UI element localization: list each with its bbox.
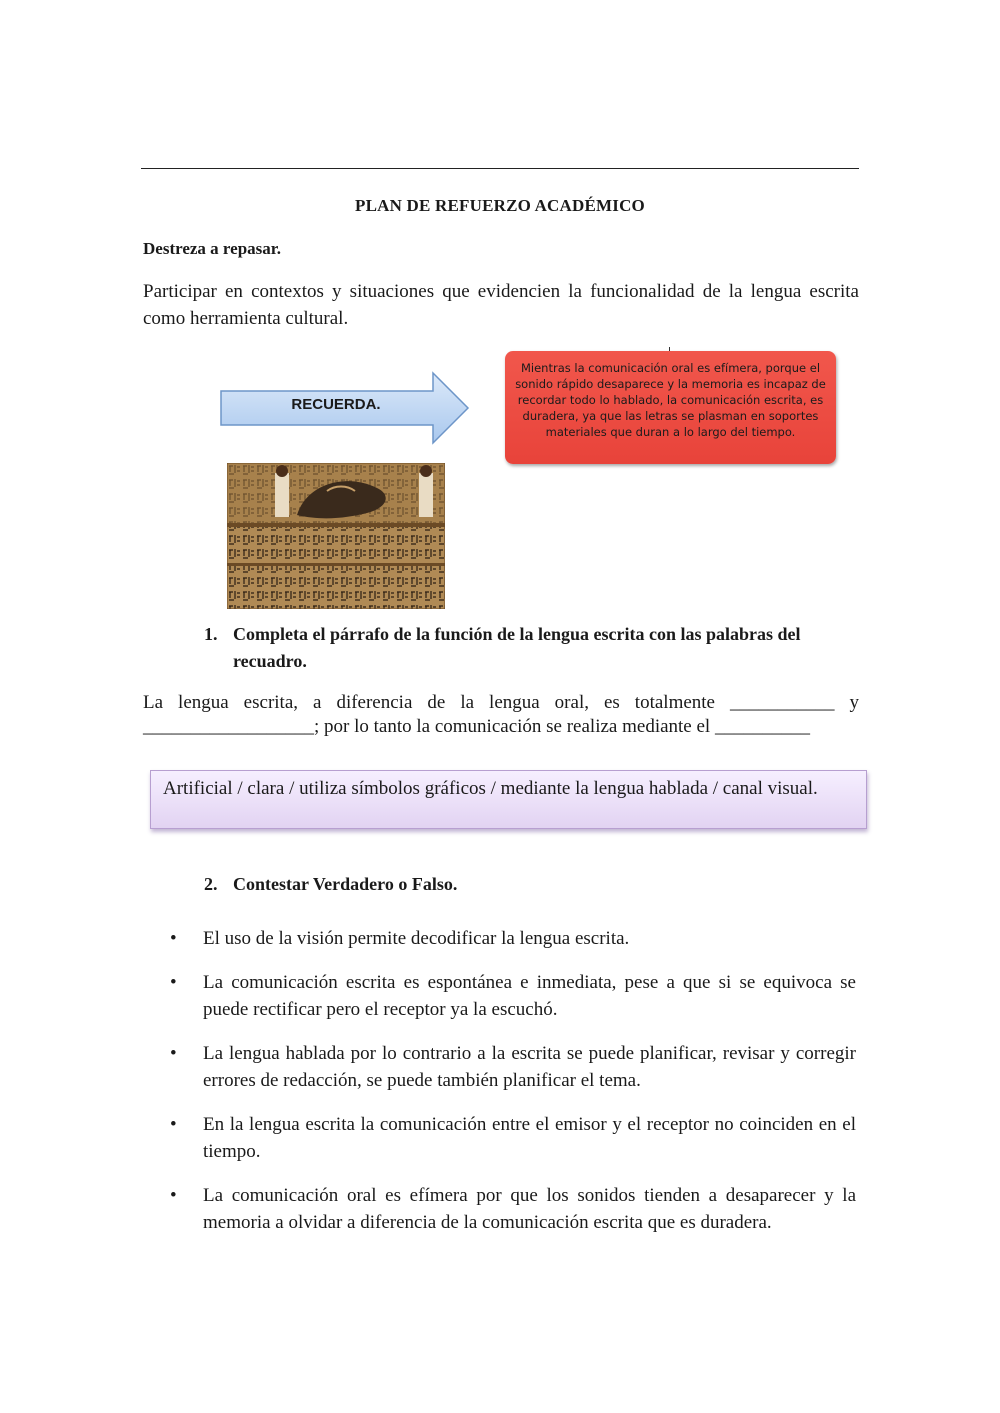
- skill-paragraph: Participar en contextos y situaciones que evidencien la funcionalidad de la lengua escrita como herramienta cultural.: [143, 281, 859, 329]
- statement-text: La comunicación oral es efímera por que los sonidos tienden a desaparecer y la memoria a olvidar a diferencia de la comunicación escrita que es duradera.: [203, 1185, 856, 1233]
- bullet-icon: •: [170, 972, 177, 993]
- statement-text: El uso de la visión permite decodificar la lengua escrita.: [203, 928, 630, 949]
- reminder-callout: Mientras la comunicación oral es efímera, porque el sonido rápido desaparece y la memoria es incapaz de recordar todo lo hablado, la comunicación escrita, es duradera, ya que las letras se plasman en soportes materiales que duran a lo largo del tiempo.: [505, 351, 836, 464]
- list-item: [170, 1182, 856, 1236]
- list-item: [170, 1040, 856, 1094]
- bullet-icon: •: [170, 928, 177, 949]
- page-title: PLAN DE REFUERZO ACADÉMICO: [355, 196, 645, 215]
- header-rule: [141, 168, 859, 169]
- statement-text: En la lengua escrita la comunicación entre el emisor y el receptor no coinciden en el tiempo.: [203, 1114, 856, 1162]
- skill-subheading: Destreza a repasar.: [143, 239, 282, 258]
- bullet-icon: •: [170, 1114, 177, 1135]
- bullet-icon: •: [170, 1043, 177, 1064]
- statement-text: La lengua hablada por lo contrario a la escrita se puede planificar, revisar y corregir errores de redacción, se puede también planificar el tema.: [203, 1043, 856, 1091]
- question-1-number: 1.: [204, 624, 218, 644]
- bullet-icon: •: [170, 1185, 177, 1206]
- list-item: [170, 925, 856, 952]
- list-item: [170, 969, 856, 1023]
- statement-text: La comunicación escrita es espontánea e inmediata, pese a que si se equivoca se puede rectificar pero el receptor ya la escuchó.: [203, 972, 856, 1020]
- true-false-list: [170, 925, 856, 1253]
- egyptian-papyrus-hieroglyphs-image: [227, 463, 445, 609]
- question-2-number: 2.: [204, 874, 218, 894]
- recuerda-label: RECUERDA.: [291, 396, 381, 413]
- list-item: [170, 1111, 856, 1165]
- question-2-text: Contestar Verdadero o Falso.: [233, 874, 458, 894]
- word-bank-box: Artificial / clara / utiliza símbolos gráficos / mediante la lengua hablada / canal visual.: [150, 770, 867, 829]
- question-1-text: Completa el párrafo de la función de la lengua escrita con las palabras del recuadro.: [233, 624, 801, 671]
- fill-in-paragraph: La lengua escrita, a diferencia de la lengua oral, es totalmente ___________ y __________________; por lo tanto la comunicación se realiza mediante el __________: [143, 692, 859, 737]
